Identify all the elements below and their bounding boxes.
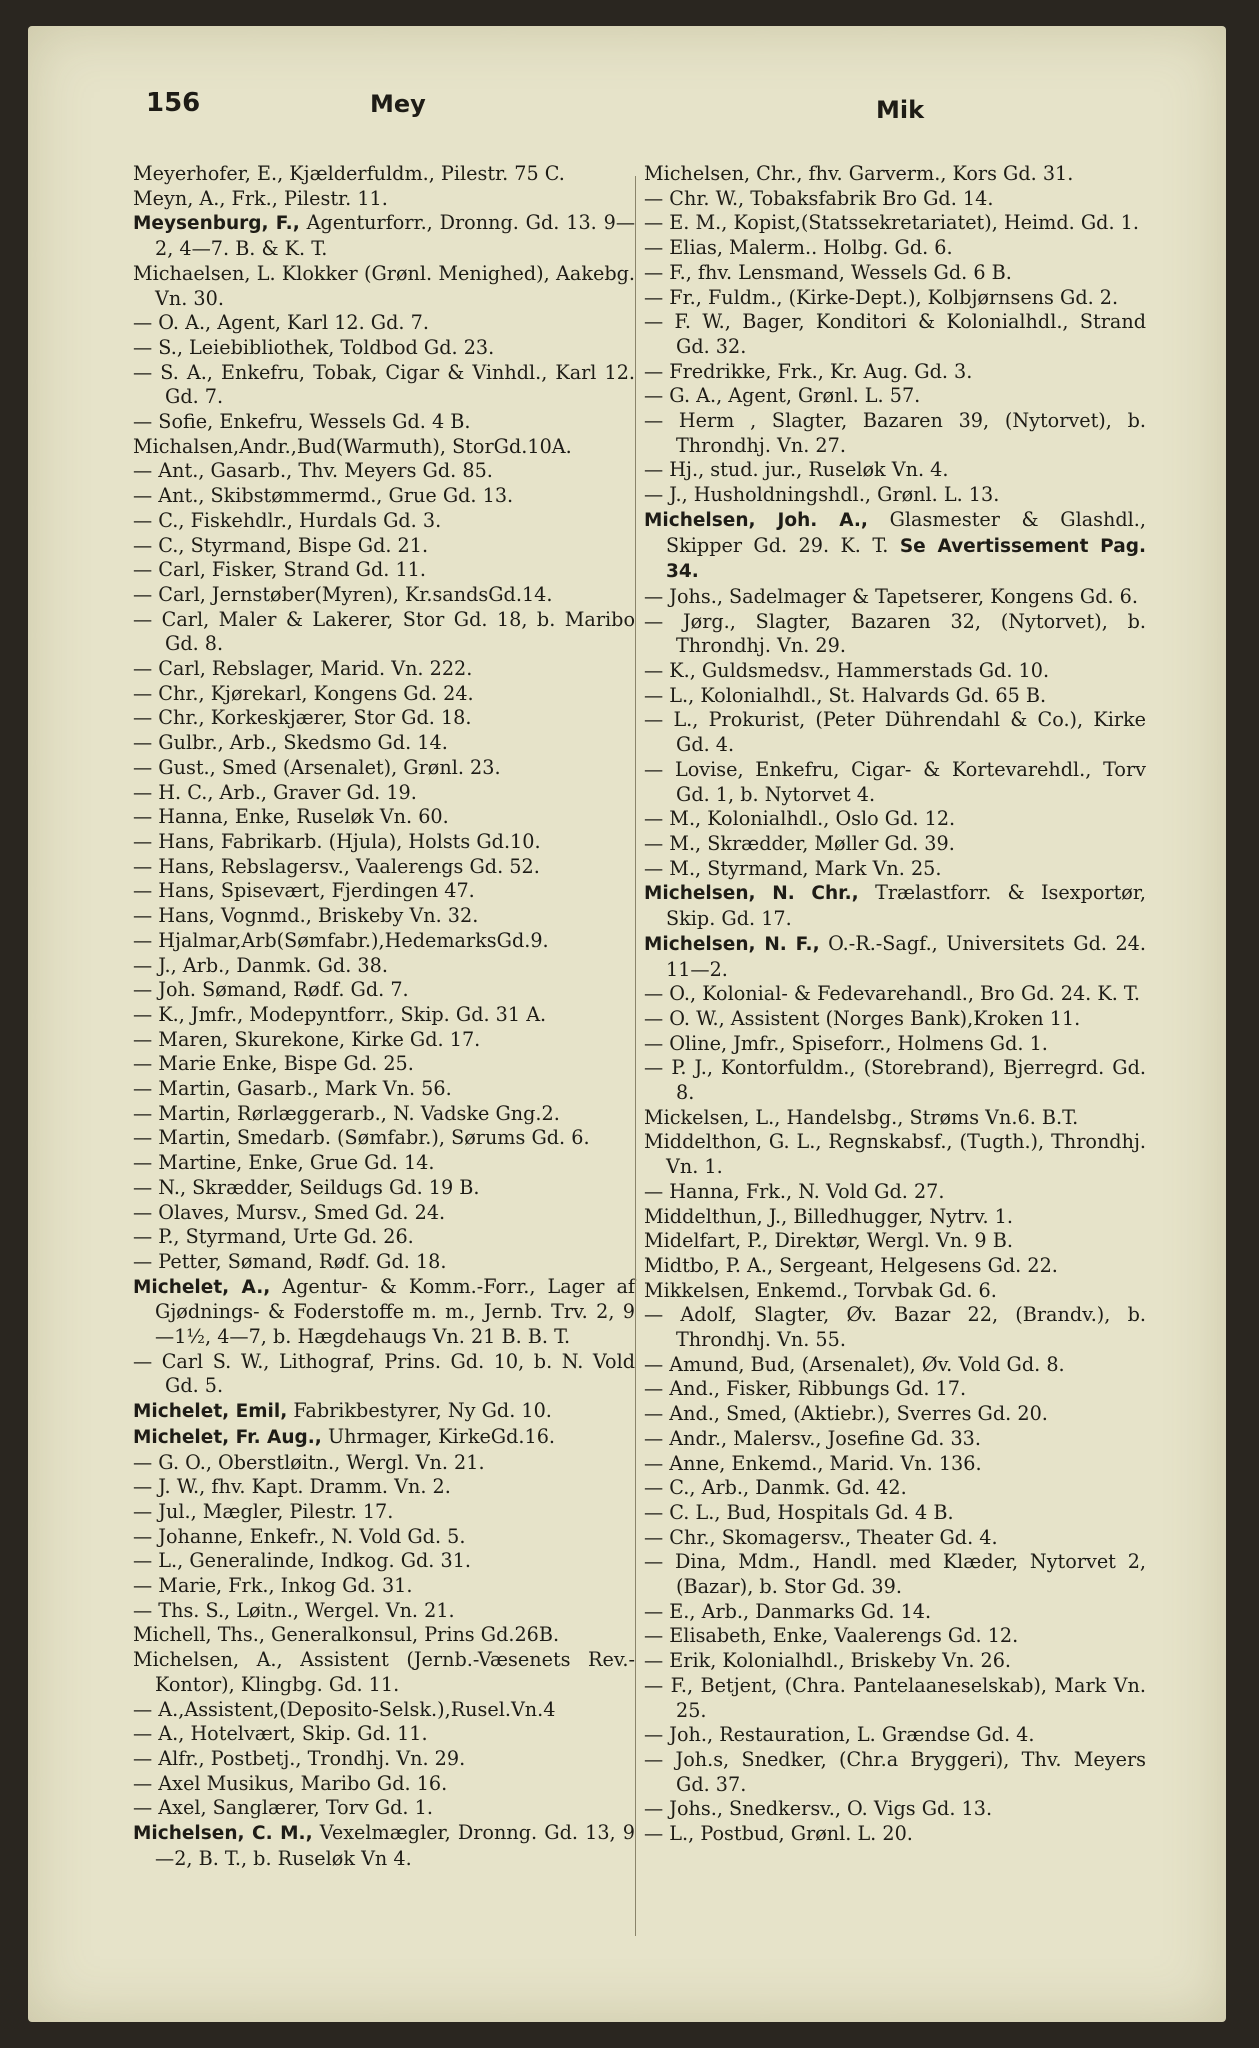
directory-page — [28, 26, 1226, 2022]
entry-text: Michell, Ths., Generalkonsul, Prins Gd.26B. — [133, 1623, 560, 1647]
entry-text: Michelsen, Chr., fhv. Garverm., Kors Gd. 31. — [644, 162, 1074, 185]
entry-text: Carl, Rebslager, Marid. Vn. 222. — [158, 657, 473, 681]
directory-entry — [133, 1599, 635, 1624]
directory-entry — [133, 879, 635, 904]
entry-text: J., Arb., Danmk. Gd. 38. — [158, 953, 388, 977]
directory-entry — [133, 657, 635, 682]
entry-text: O., Kolonial- & Fedevarehandl., Bro Gd. 24. K. T. — [669, 982, 1140, 1006]
directory-entry — [644, 360, 1146, 385]
directory-entry — [644, 1106, 1146, 1131]
directory-entry — [644, 1797, 1146, 1822]
directory-entry — [133, 929, 635, 954]
header-right-word: Mik — [876, 96, 925, 124]
entry-text: Gulbr., Arb., Skedsmo Gd. 14. — [158, 731, 448, 755]
directory-entry — [133, 410, 635, 435]
directory-entry — [133, 311, 635, 336]
entry-text: F., Betjent, (Chra. Pantelaaneselskab), Mark Vn. 25. — [670, 1673, 1146, 1722]
directory-entry — [133, 756, 635, 781]
entry-text: And., Fisker, Ribbungs Gd. 17. — [669, 1377, 967, 1401]
directory-entry — [133, 830, 635, 855]
entry-text: Michelsen, A., Assistent (Jernb.-Væsenets Rev.-Kontor), Klingbg. Gd. 11. — [133, 1648, 635, 1696]
entry-text: Vexelmægler, Dronng. Gd. 13, 9—2, B. T., b. Ruseløk Vn 4. — [155, 1821, 636, 1870]
directory-entry — [644, 261, 1146, 286]
entry-text: Agenturforr., Dronng. Gd. 13. 9—2, 4—7. B. & K. T. — [155, 211, 636, 261]
entry-text: P. J., Kontorfuldm., (Storebrand), Bjerregrd. Gd. 8. — [671, 1056, 1147, 1105]
entry-text: Maren, Skurekone, Kirke Gd. 17. — [158, 1027, 481, 1051]
entry-text: Chr., Kjørekarl, Kongens Gd. 24. — [158, 681, 474, 705]
entry-text: L., Kolonialhdl., St. Halvards Gd. 65 B. — [669, 683, 1047, 707]
entry-text: Martine, Enke, Grue Gd. 14. — [158, 1151, 435, 1175]
directory-entry — [133, 1225, 635, 1250]
directory-entry — [644, 585, 1146, 610]
entry-text: Johanne, Enkefr., N. Vold Gd. 5. — [158, 1524, 466, 1548]
entry-name-bold: Michelet, Emil, — [133, 1401, 288, 1423]
directory-entry — [133, 1821, 635, 1871]
entry-text: C. L., Bud, Hospitals Gd. 4 B. — [669, 1500, 954, 1524]
directory-entry — [644, 1452, 1146, 1477]
directory-entry — [133, 855, 635, 880]
entry-text: Ths. S., Løitn., Wergel. Vn. 21. — [158, 1598, 455, 1622]
directory-entry — [133, 1500, 635, 1525]
entry-name-bold: Michelsen, C. M., — [133, 1823, 313, 1845]
directory-entry — [644, 409, 1146, 458]
directory-entry — [644, 1402, 1146, 1427]
entry-text: A., Hotelvært, Skip. Gd. 11. — [158, 1722, 428, 1746]
entry-text: Middelthon, G. L., Regnskabsf., (Tugth.), Throndhj. Vn. 1. — [644, 1130, 1146, 1179]
entry-text: K., Jmfr., Modepyntforr., Skip. Gd. 31 A. — [158, 1002, 547, 1026]
directory-entry — [133, 608, 635, 657]
directory-entry — [133, 1052, 635, 1077]
entry-text: Midtbo, P. A., Sergeant, Helgesens Gd. 22. — [644, 1253, 1058, 1277]
directory-entry — [644, 162, 1146, 187]
directory-entry — [644, 458, 1146, 483]
directory-entry — [133, 1425, 635, 1451]
page-number: 156 — [146, 88, 201, 118]
entry-text: Joh., Restauration, L. Grændse Gd. 4. — [669, 1723, 1035, 1747]
entry-text: L., Postbud, Grønl. L. 20. — [669, 1822, 913, 1846]
entry-text: Martin, Gasarb., Mark Vn. 56. — [158, 1077, 452, 1101]
directory-entry — [133, 187, 635, 212]
entry-text: Fredrikke, Frk., Kr. Aug. Gd. 3. — [669, 359, 973, 383]
directory-entry — [644, 1822, 1146, 1847]
directory-entry — [133, 336, 635, 361]
entry-text: G. A., Agent, Grønl. L. 57. — [669, 384, 921, 408]
directory-entry — [644, 1526, 1146, 1551]
directory-entry — [133, 1747, 635, 1772]
entry-name-bold: Michelet, Fr. Aug., — [133, 1426, 322, 1448]
directory-entry — [644, 1056, 1146, 1105]
directory-entry — [133, 1623, 635, 1648]
entry-text: Hans, Fabrikarb. (Hjula), Holsts Gd.10. — [158, 829, 541, 853]
entry-text: Carl, Jernstøber(Myren), Kr.sandsGd.14. — [158, 582, 553, 606]
directory-entry — [644, 187, 1146, 212]
entry-text: E. M., Kopist,(Statssekretariatet), Heimd. Gd. 1. — [669, 211, 1139, 235]
directory-entry — [133, 1028, 635, 1053]
directory-entry — [644, 1427, 1146, 1452]
directory-entry — [133, 459, 635, 484]
entry-text: Olaves, Mursv., Smed Gd. 24. — [158, 1200, 446, 1224]
left-column — [133, 162, 635, 1872]
entry-text: Sofie, Enkefru, Wessels Gd. 4 B. — [158, 410, 471, 434]
directory-entry — [644, 1748, 1146, 1797]
entry-text: F., fhv. Lensmand, Wessels Gd. 6 B. — [669, 260, 1012, 284]
entry-text: Hanna, Enke, Ruseløk Vn. 60. — [158, 805, 449, 829]
directory-entry — [133, 781, 635, 806]
directory-entry — [133, 1722, 635, 1747]
page-header — [28, 88, 1226, 128]
directory-entry — [644, 1476, 1146, 1501]
entry-text: Marie Enke, Bispe Gd. 25. — [158, 1052, 414, 1076]
entry-text: G. O., Oberstløitn., Wergl. Vn. 21. — [158, 1450, 485, 1474]
directory-entry — [133, 1201, 635, 1226]
entry-text: Carl, Maler & Lakerer, Stor Gd. 18, b. Maribo Gd. 8. — [161, 607, 635, 656]
directory-entry — [133, 1350, 635, 1399]
directory-entry — [133, 1399, 635, 1425]
directory-entry — [644, 236, 1146, 261]
entry-text: Elias, Malerm.. Holbg. Gd. 6. — [669, 236, 953, 260]
entry-text: O. W., Assistent (Norges Bank),Kroken 11. — [669, 1006, 1081, 1030]
directory-entry — [133, 706, 635, 731]
entry-name-bold: Michelsen, N. F., — [644, 933, 820, 955]
entry-text: F. W., Bager, Konditori & Kolonialhdl., Strand Gd. 32. — [674, 310, 1146, 358]
directory-entry — [133, 211, 635, 261]
entry-text: P., Styrmand, Urte Gd. 26. — [158, 1225, 414, 1249]
directory-entry — [133, 1126, 635, 1151]
directory-entry — [644, 1501, 1146, 1526]
entry-text: Joh. Sømand, Rødf. Gd. 7. — [158, 978, 409, 1002]
entry-text: Hj., stud. jur., Ruseløk Vn. 4. — [669, 458, 949, 482]
directory-entry — [644, 807, 1146, 832]
directory-entry — [133, 1698, 635, 1723]
entry-text: Michaelsen, L. Klokker (Grønl. Menighed), Aakebg. Vn. 30. — [133, 261, 635, 310]
directory-entry — [133, 162, 635, 187]
entry-text: Chr., Skomagersv., Theater Gd. 4. — [669, 1525, 998, 1549]
entry-text: Chr. W., Tobaksfabrik Bro Gd. 14. — [669, 186, 994, 210]
directory-entry — [133, 262, 635, 311]
entry-text: Erik, Kolonialhdl., Briskeby Vn. 26. — [669, 1649, 1012, 1673]
entry-text: E., Arb., Danmarks Gd. 14. — [669, 1599, 932, 1623]
entry-text: Hanna, Frk., N. Vold Gd. 27. — [669, 1179, 945, 1203]
directory-entry — [644, 1674, 1146, 1723]
entry-text: Marie, Frk., Inkog Gd. 31. — [158, 1574, 413, 1598]
entry-name-bold: Michelet, A., — [133, 1276, 271, 1298]
entry-text: Hans, Spisevært, Fjerdingen 47. — [158, 879, 475, 903]
entry-text: Carl, Fisker, Strand Gd. 11. — [158, 558, 426, 582]
directory-entry — [133, 1275, 635, 1350]
directory-entry — [644, 1229, 1146, 1254]
directory-entry — [644, 708, 1146, 757]
directory-entry — [133, 509, 635, 534]
entry-text: Andr., Malersv., Josefine Gd. 33. — [669, 1426, 981, 1450]
entry-text: M., Styrmand, Mark Vn. 25. — [669, 856, 942, 880]
directory-entry — [133, 978, 635, 1003]
entry-text: S. A., Enkefru, Tobak, Cigar & Vinhdl., Karl 12. Gd. 7. — [160, 360, 636, 409]
entry-name-bold: Michelsen, N. Chr., — [644, 883, 859, 905]
column-divider — [635, 176, 636, 1936]
directory-entry — [644, 384, 1146, 409]
directory-entry — [133, 1475, 635, 1500]
directory-entry — [644, 982, 1146, 1007]
entry-text: Johs., Sadelmager & Tapetserer, Kongens Gd. 6. — [669, 584, 1138, 608]
entry-text: Trælastforr. & Isexportør, Skip. Gd. 17. — [666, 881, 1146, 931]
entry-text: Hans, Vognmd., Briskeby Vn. 32. — [158, 904, 479, 928]
directory-entry — [133, 484, 635, 509]
directory-entry — [644, 610, 1146, 659]
entry-text: Hjalmar,Arb(Sømfabr.),HedemarksGd.9. — [158, 928, 549, 952]
entry-text: Chr., Korkeskjærer, Stor Gd. 18. — [158, 706, 472, 730]
directory-entry — [644, 1377, 1146, 1402]
directory-entry — [644, 1649, 1146, 1674]
directory-entry — [133, 954, 635, 979]
directory-entry — [644, 684, 1146, 709]
directory-entry — [644, 508, 1146, 585]
entry-text: Mikkelsen, Enkemd., Torvbak Gd. 6. — [644, 1278, 997, 1302]
directory-entry — [133, 435, 635, 460]
entry-text: S., Leiebibliothek, Toldbod Gd. 23. — [158, 335, 495, 359]
header-left-word: Mey — [370, 90, 426, 118]
entry-text: Axel, Sanglærer, Torv Gd. 1. — [158, 1796, 433, 1820]
entry-text: N., Skrædder, Seildugs Gd. 19 B. — [158, 1175, 480, 1199]
entry-name-bold: Meysenburg, F., — [133, 213, 300, 235]
entry-text: Amund, Bud, (Arsenalet), Øv. Vold Gd. 8. — [669, 1352, 1065, 1376]
entry-advert-bold: Se Avertissement Pag. 34. — [666, 535, 1146, 583]
entry-text: L., Prokurist, (Peter Dührendahl & Co.), Kirke Gd. 4. — [673, 708, 1146, 757]
directory-entry — [133, 583, 635, 608]
directory-entry — [644, 1007, 1146, 1032]
entry-text: Martin, Rørlæggerarb., N. Vadske Gng.2. — [158, 1101, 560, 1125]
directory-entry — [644, 310, 1146, 359]
entry-text: M., Skrædder, Møller Gd. 39. — [669, 831, 955, 855]
directory-entry — [644, 1624, 1146, 1649]
directory-entry — [644, 1130, 1146, 1179]
entry-text: Alfr., Postbetj., Trondhj. Vn. 29. — [158, 1747, 466, 1770]
entry-text: Midelfart, P., Direktør, Wergl. Vn. 9 B. — [644, 1229, 1013, 1253]
entry-text: Agentur- & Komm.-Forr., Lager af Gjødnings- & Foderstoffe m. m., Jernb. Trv. 2, 9—1½, 4—7, b. Hægdehaugs Vn. 21 B. B. T. — [155, 1274, 635, 1349]
entry-text: Gust., Smed (Arsenalet), Grønl. 23. — [158, 755, 501, 779]
entry-text: Adolf, Slagter, Øv. Bazar 22, (Brandv.), b. Throndhj. Vn. 55. — [676, 1303, 1146, 1352]
entry-text: Mickelsen, L., Handelsbg., Strøms Vn.6. B.T. — [644, 1105, 1079, 1129]
entry-text: L., Generalinde, Indkog. Gd. 31. — [158, 1549, 472, 1573]
entry-text: Jørg., Slagter, Bazaren 32, (Nytorvet), b. Throndhj. Vn. 29. — [676, 609, 1146, 658]
entry-text: Joh.s, Snedker, (Chr.a Bryggeri), Thv. Meyers Gd. 37. — [675, 1748, 1146, 1796]
directory-entry — [133, 361, 635, 410]
entry-text: Oline, Jmfr., Spiseforr., Holmens Gd. 1. — [669, 1031, 1048, 1055]
directory-entry — [644, 1032, 1146, 1057]
directory-entry — [133, 558, 635, 583]
directory-entry — [133, 1451, 635, 1476]
entry-text: C., Styrmand, Bispe Gd. 21. — [158, 533, 429, 557]
directory-entry — [644, 1723, 1146, 1748]
entry-text: Herm , Slagter, Bazaren 39, (Nytorvet), b. Throndhj. Vn. 27. — [676, 409, 1146, 457]
entry-text: Fabrikbestyrer, Ny Gd. 10. — [287, 1399, 552, 1423]
entry-text: Jul., Mægler, Pilestr. 17. — [158, 1499, 394, 1523]
entry-text: M., Kolonialhdl., Oslo Gd. 12. — [669, 807, 956, 831]
directory-entry — [644, 1254, 1146, 1279]
entry-text: Lovise, Enkefru, Cigar- & Kortevarehdl., Torv Gd. 1, b. Nytorvet 4. — [674, 757, 1146, 806]
entry-text: Ant., Gasarb., Thv. Meyers Gd. 85. — [158, 459, 493, 483]
directory-entry — [133, 1250, 635, 1275]
entry-name-bold: Michelsen, Joh. A., — [644, 509, 868, 531]
entry-text: Fr., Fuldm., (Kirke-Dept.), Kolbjørnsens Gd. 2. — [669, 285, 1119, 309]
entry-text: Middelthun, J., Billedhugger, Nytrv. 1. — [644, 1204, 1013, 1228]
entry-text: Elisabeth, Enke, Vaalerengs Gd. 12. — [669, 1624, 1019, 1648]
right-column — [644, 162, 1146, 1847]
directory-entry — [133, 904, 635, 929]
directory-entry — [133, 1796, 635, 1821]
directory-entry — [133, 1102, 635, 1127]
entry-text: Uhrmager, KirkeGd.16. — [321, 1424, 556, 1448]
directory-entry — [644, 1180, 1146, 1205]
entry-text: C., Fiskehdlr., Hurdals Gd. 3. — [158, 508, 442, 532]
directory-entry — [644, 1205, 1146, 1230]
directory-entry — [644, 211, 1146, 236]
directory-entry — [644, 1600, 1146, 1625]
directory-entry — [644, 286, 1146, 311]
entry-text: H. C., Arb., Graver Gd. 19. — [158, 780, 417, 804]
directory-entry — [644, 659, 1146, 684]
entry-text: Axel Musikus, Maribo Gd. 16. — [158, 1771, 448, 1795]
directory-entry — [644, 1279, 1146, 1304]
directory-entry — [133, 682, 635, 707]
entry-text: J. W., fhv. Kapt. Dramm. Vn. 2. — [158, 1475, 451, 1499]
directory-entry — [644, 483, 1146, 508]
entry-text: A.,Assistent,(Deposito-Selsk.),Rusel.Vn.4 — [158, 1697, 556, 1721]
directory-entry — [644, 1550, 1146, 1599]
entry-text: Dina, Mdm., Handl. med Klæder, Nytorvet 2, (Bazar), b. Stor Gd. 39. — [675, 1550, 1147, 1599]
entry-text: Anne, Enkemd., Marid. Vn. 136. — [669, 1451, 982, 1475]
directory-entry — [644, 881, 1146, 931]
directory-entry — [133, 1003, 635, 1028]
entry-text: Michalsen,Andr.,Bud(Warmuth), StorGd.10A. — [133, 434, 572, 458]
entry-text: And., Smed, (Aktiebr.), Sverres Gd. 20. — [669, 1402, 1048, 1426]
entry-text: Martin, Smedarb. (Sømfabr.), Sørums Gd. 6. — [158, 1126, 590, 1150]
entry-text: Ant., Skibstømmermd., Grue Gd. 13. — [158, 484, 514, 508]
entry-text: O. A., Agent, Karl 12. Gd. 7. — [158, 311, 429, 335]
entry-text: O.-R.-Sagf., Universitets Gd. 24. 11—2. — [666, 931, 1146, 981]
directory-entry — [133, 1648, 635, 1697]
entry-text: Glasmester & Glashdl., Skipper Gd. 29. K. T. — [666, 507, 1146, 557]
directory-entry — [133, 1549, 635, 1574]
directory-entry — [133, 1525, 635, 1550]
directory-entry — [644, 1353, 1146, 1378]
directory-entry — [133, 1077, 635, 1102]
directory-entry — [133, 1151, 635, 1176]
directory-entry — [133, 1772, 635, 1797]
directory-entry — [644, 1303, 1146, 1352]
directory-entry — [133, 1176, 635, 1201]
directory-entry — [644, 932, 1146, 982]
directory-entry — [133, 805, 635, 830]
entry-text: Meyn, A., Frk., Pilestr. 11. — [133, 186, 388, 210]
directory-entry — [644, 857, 1146, 882]
entry-text: Carl S. W., Lithograf, Prins. Gd. 10, b. N. Vold Gd. 5. — [161, 1349, 635, 1398]
entry-text: Meyerhofer, E., Kjælderfuldm., Pilestr. 75 C. — [133, 162, 565, 185]
directory-entry — [133, 1574, 635, 1599]
entry-text: J., Husholdningshdl., Grønl. L. 13. — [669, 483, 1000, 507]
entry-text: Petter, Sømand, Rødf. Gd. 18. — [158, 1249, 447, 1273]
directory-entry — [133, 534, 635, 559]
directory-entry — [644, 758, 1146, 807]
entry-text: Hans, Rebslagersv., Vaalerengs Gd. 52. — [158, 854, 540, 878]
entry-text: K., Guldsmedsv., Hammerstads Gd. 10. — [669, 659, 1050, 683]
entry-text: Johs., Snedkersv., O. Vigs Gd. 13. — [669, 1797, 993, 1821]
directory-entry — [133, 731, 635, 756]
directory-entry — [644, 832, 1146, 857]
entry-text: C., Arb., Danmk. Gd. 42. — [669, 1476, 907, 1500]
